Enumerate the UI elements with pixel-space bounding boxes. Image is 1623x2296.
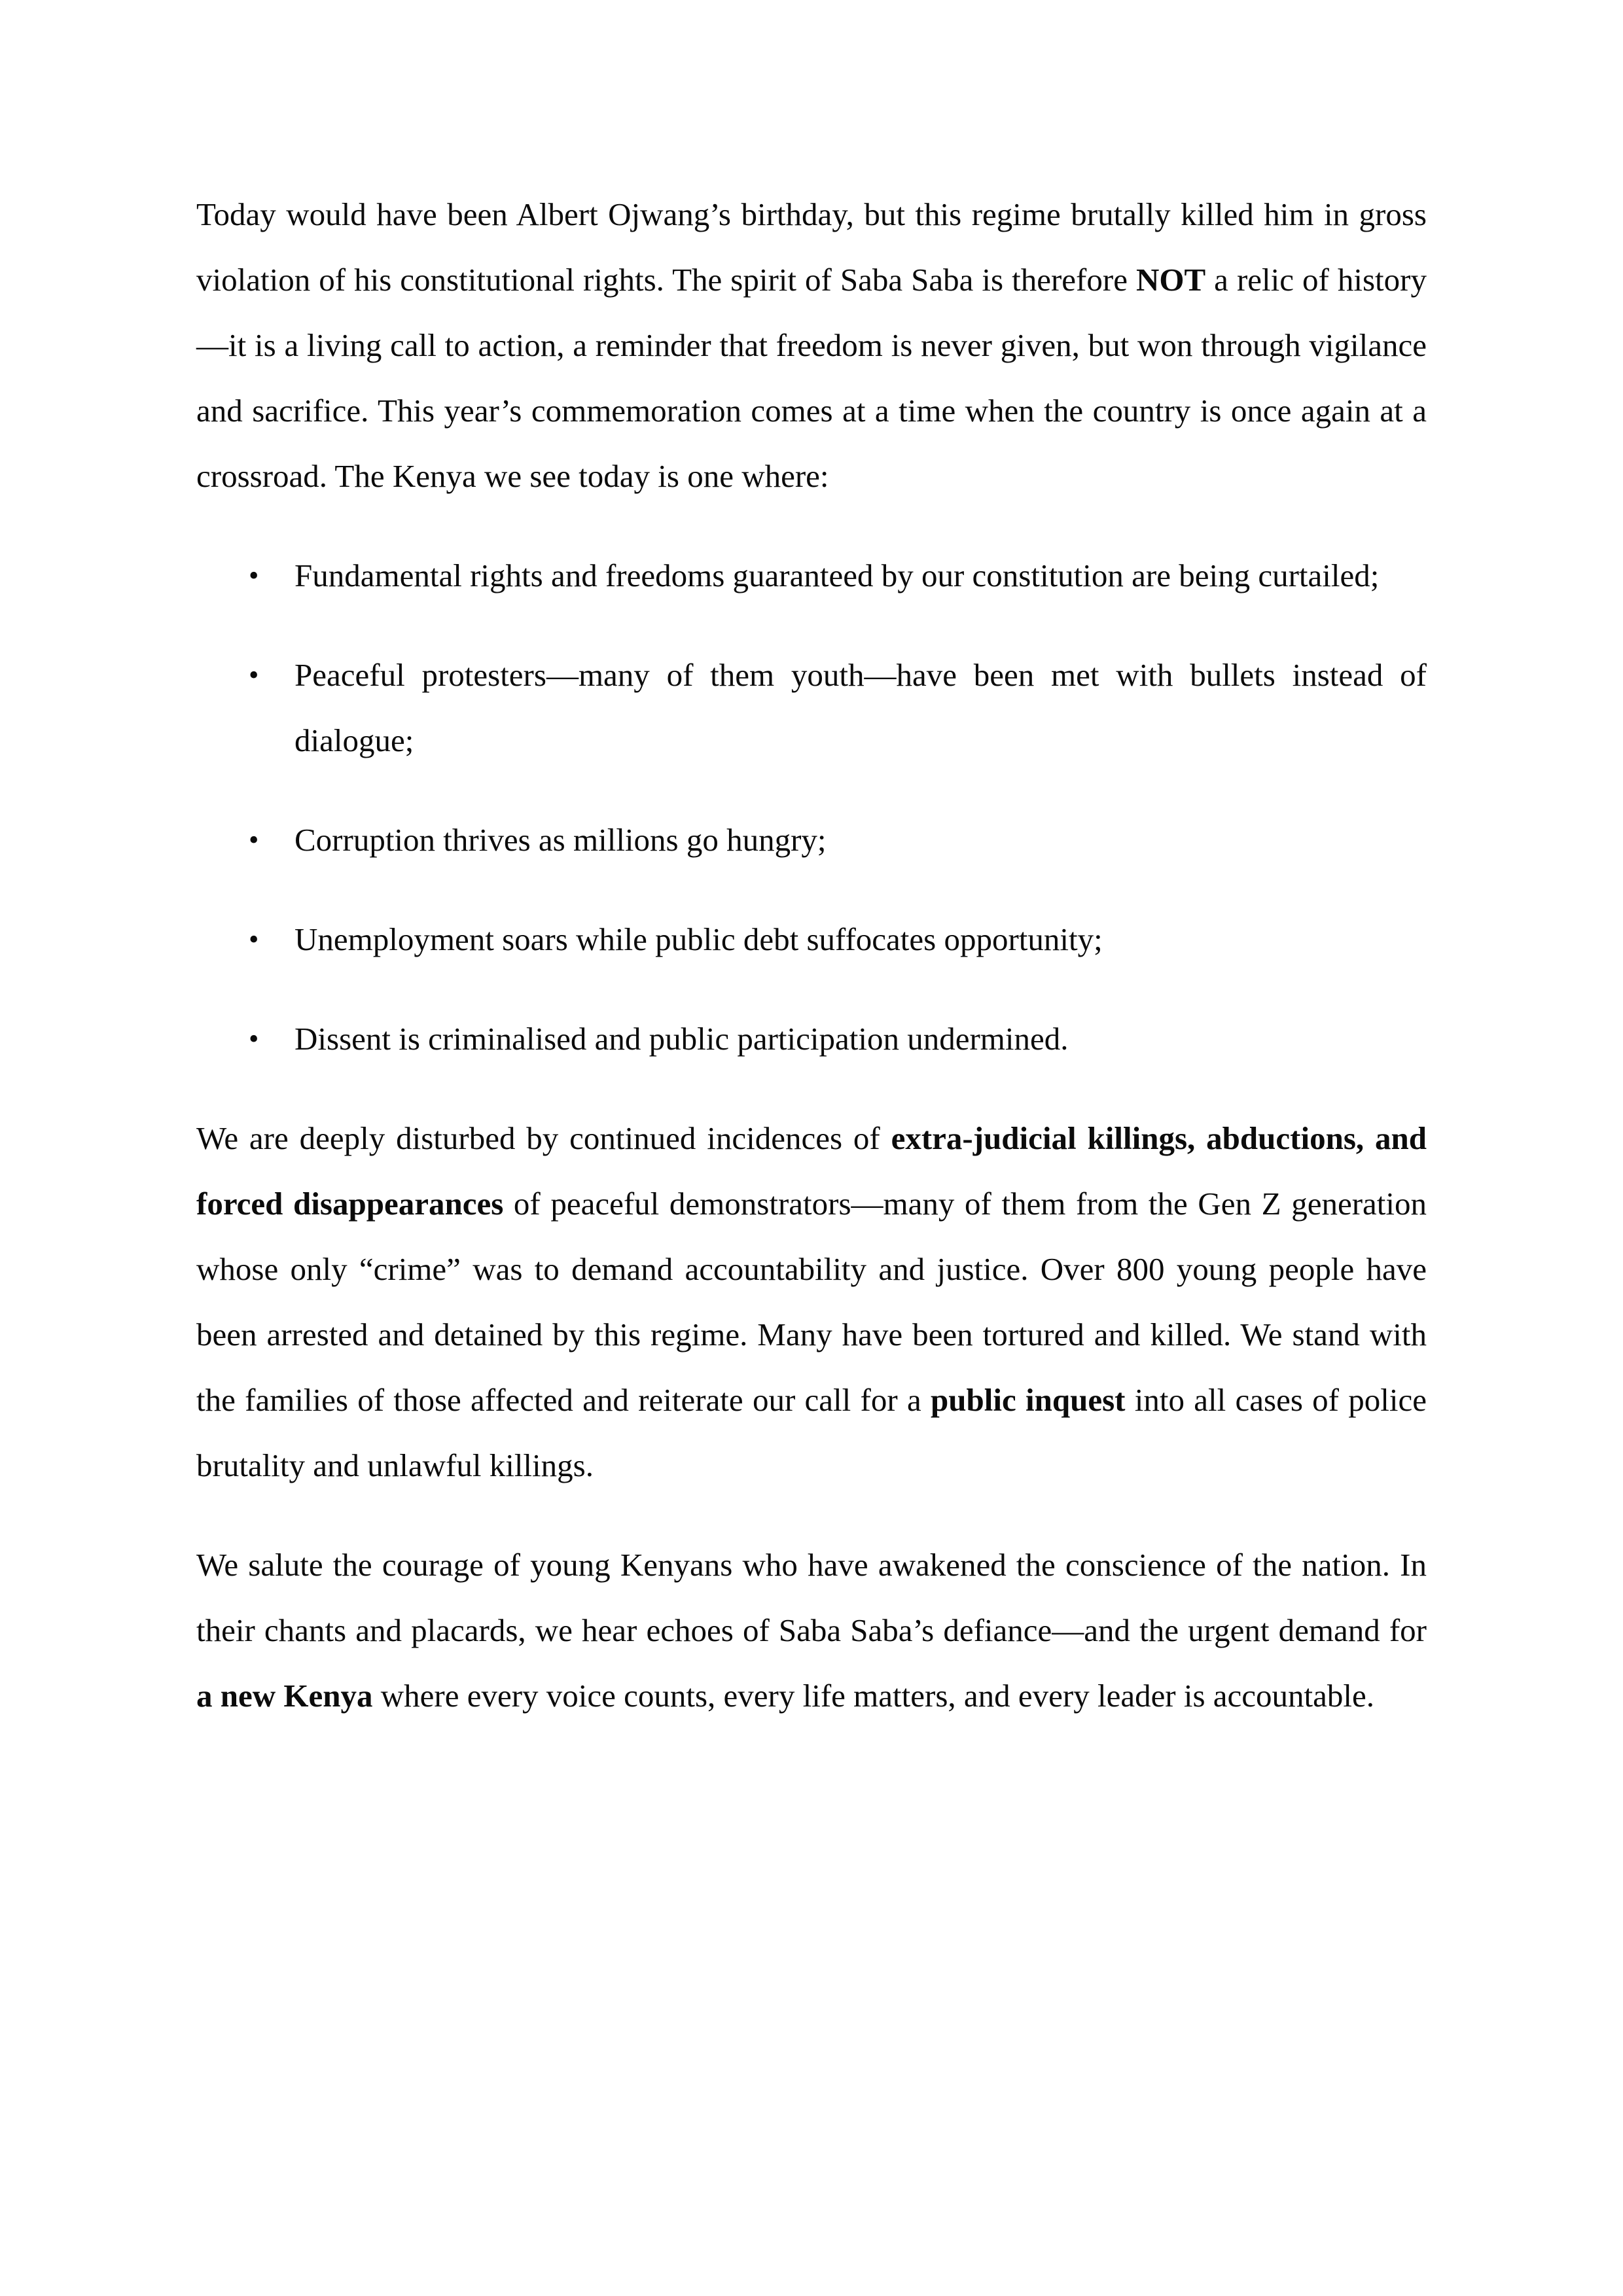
paragraph-2-bold-text: public inquest — [930, 1382, 1126, 1418]
list-item — [249, 807, 1427, 873]
paragraph-1-text: a relic of history—it is a living call to action, a reminder that freedom is never given, but won through vigilance and sacrifice. This year’s commemoration comes at a time when the country is once again at a crossroad. The Kenya we see today is one where: — [196, 262, 1427, 494]
document-body — [196, 182, 1427, 1763]
paragraph-1-text: Today would have been Albert Ojwang’s birthday, but this regime brutally killed him in gross violation of his constitutional rights. The spirit of Saba Saba is therefore — [196, 196, 1427, 298]
paragraph-3-text: where every voice counts, every life matters, and every leader is accountable. — [372, 1678, 1375, 1714]
bullet-text: Unemployment soars while public debt suffocates opportunity; — [294, 921, 1103, 957]
list-item — [249, 907, 1427, 972]
bullet-icon: • — [249, 1023, 259, 1055]
bullet-text: Peaceful protesters—many of them youth—have been met with bullets instead of dialogue; — [294, 657, 1427, 758]
paragraph-2-bold-text: extra-judicial killings, abductions, and forced disappearances — [196, 1120, 1427, 1222]
bullet-text: Dissent is criminalised and public participation undermined. — [294, 1021, 1069, 1057]
paragraph-2 — [196, 1106, 1427, 1498]
paragraph-2-text: We are deeply disturbed by continued incidences of — [196, 1120, 891, 1156]
bullet-icon: • — [249, 559, 259, 592]
paragraph-3 — [196, 1532, 1427, 1729]
bullet-text: Fundamental rights and freedoms guaranteed by our constitution are being curtailed; — [294, 557, 1380, 593]
list-item — [249, 643, 1427, 773]
paragraph-3-text: We salute the courage of young Kenyans who have awakened the conscience of the nation. In their chants and placards, we hear echoes of Saba Saba’s defiance—and the urgent demand for — [196, 1547, 1427, 1648]
paragraph-3-bold-text: a new Kenya — [196, 1678, 373, 1714]
list-item — [249, 543, 1427, 609]
bullet-icon: • — [249, 659, 259, 691]
paragraph-2-text: into all cases of police brutality and unlawful killings. — [196, 1382, 1427, 1483]
paragraph-1-bold-text: NOT — [1135, 262, 1206, 298]
bullet-list — [196, 543, 1427, 1072]
paragraph-2-text: of peaceful demonstrators—many of them from the Gen Z generation whose only “crime” was to demand accountability and justice. Over 800 young people have been arrested and detained by this regime. Many have been tortured and killed. We stand with the families of those affected and reiterate our call for a — [196, 1186, 1427, 1418]
bullet-icon: • — [249, 824, 259, 856]
bullet-icon: • — [249, 923, 259, 955]
list-item — [249, 1006, 1427, 1072]
paragraph-1 — [196, 182, 1427, 509]
bullet-text: Corruption thrives as millions go hungry; — [294, 822, 827, 858]
